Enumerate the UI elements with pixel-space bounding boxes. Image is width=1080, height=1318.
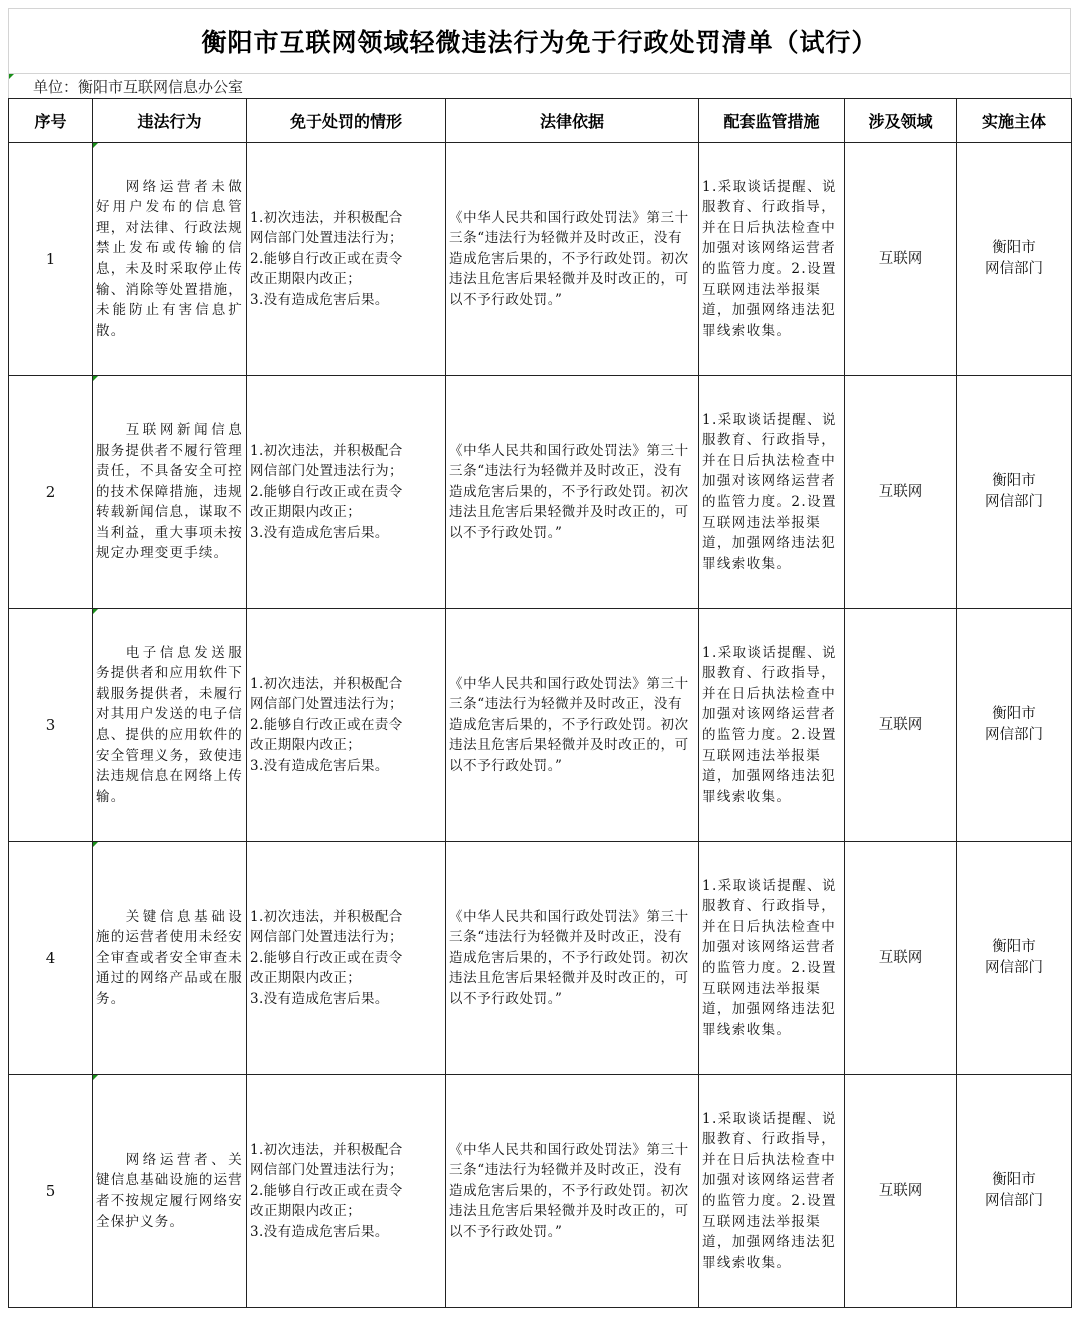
authority-line: 网信部门: [985, 494, 1043, 510]
header-authority: 实施主体: [957, 99, 1072, 143]
authority-cell: [957, 376, 1072, 609]
header-legal-basis: 法律依据: [446, 99, 699, 143]
circumstances-cell: [247, 609, 446, 842]
document-title: 衡阳市互联网领域轻微违法行为免于行政处罚清单（试行）: [201, 28, 878, 57]
table-row: [9, 609, 1072, 842]
authority-line: 衡阳市: [992, 1172, 1036, 1188]
authority-cell: [957, 143, 1072, 376]
circumstance-line: 2.能够自行改正或在责令: [250, 1182, 403, 1199]
authority-cell: [957, 609, 1072, 842]
row-number: 2: [9, 376, 93, 609]
measures-cell: [699, 842, 845, 1075]
header-circumstances: 免于处罚的情形: [247, 99, 446, 143]
circumstance-line: 2.能够自行改正或在责令: [250, 949, 403, 966]
circumstance-line: 3.没有造成危害后果。: [250, 990, 389, 1007]
row-number: 4: [9, 842, 93, 1075]
legal-basis-text: 《中华人民共和国行政处罚法》第三十三条“违法行为轻微并及时改正，没有造成危害后果的，不予行政处罚。初次违法且危害后果轻微并及时改正的，可以不予行政处罚。”: [449, 442, 689, 541]
circumstance-line: 3.没有造成危害后果。: [250, 524, 389, 541]
measures-cell: [699, 376, 845, 609]
domain-cell: 互联网: [845, 609, 957, 842]
violation-text: 关键信息基础设施的运营者使用未经安全审查或者安全审查未通过的网络产品或在服务。: [96, 908, 243, 1007]
circumstance-line: 3.没有造成危害后果。: [250, 1223, 389, 1240]
circumstance-line: 3.没有造成危害后果。: [250, 291, 389, 308]
table-row: [9, 143, 1072, 376]
authority-cell: [957, 1075, 1072, 1308]
circumstance-line: 网信部门处置违法行为；: [250, 463, 403, 480]
cell-marker: [93, 609, 98, 614]
circumstance-line: 网信部门处置违法行为；: [250, 929, 403, 946]
circumstances-cell: [247, 376, 446, 609]
cell-marker: [9, 74, 14, 79]
violation-text: 网络运营者、关键信息基础设施的运营者不按规定履行网络安全保护义务。: [96, 1151, 243, 1230]
circumstance-line: 1.初次违法，并积极配合: [250, 442, 403, 459]
cell-marker: [93, 842, 98, 847]
circumstance-line: 1.初次违法，并积极配合: [250, 1141, 403, 1158]
authority-line: 网信部门: [985, 1193, 1043, 1209]
measures-text: 1.采取谈话提醒、说服教育、行政指导，并在日后执法检查中加强对该网络运营者的监管力度。2.设置互联网违法举报渠道，加强网络违法犯罪线索收集。: [702, 644, 837, 805]
row-number: 5: [9, 1075, 93, 1308]
legal-basis-cell: [446, 143, 699, 376]
header-violation: 违法行为: [93, 99, 247, 143]
circumstance-line: 改正期限内改正；: [250, 271, 362, 288]
cell-marker: [93, 143, 98, 148]
legal-basis-cell: [446, 376, 699, 609]
penalty-exemption-table: [8, 98, 1072, 1308]
measures-text: 1.采取谈话提醒、说服教育、行政指导，并在日后执法检查中加强对该网络运营者的监管力度。2.设置互联网违法举报渠道，加强网络违法犯罪线索收集。: [702, 411, 837, 572]
legal-basis-cell: [446, 1075, 699, 1308]
circumstance-line: 网信部门处置违法行为；: [250, 1162, 403, 1179]
domain-cell: 互联网: [845, 143, 957, 376]
domain-cell: 互联网: [845, 1075, 957, 1308]
circumstances-cell: [247, 1075, 446, 1308]
circumstance-line: 1.初次违法，并积极配合: [250, 675, 403, 692]
authority-line: 网信部门: [985, 261, 1043, 277]
authority-line: 衡阳市: [992, 939, 1036, 955]
circumstance-line: 2.能够自行改正或在责令: [250, 483, 403, 500]
domain-cell: 互联网: [845, 842, 957, 1075]
authority-line: 衡阳市: [992, 473, 1036, 489]
measures-cell: [699, 1075, 845, 1308]
circumstances-cell: [247, 143, 446, 376]
unit-row: [8, 74, 1071, 98]
circumstance-line: 改正期限内改正；: [250, 970, 362, 987]
authority-line: 衡阳市: [992, 240, 1036, 256]
measures-text: 1.采取谈话提醒、说服教育、行政指导，并在日后执法检查中加强对该网络运营者的监管力度。2.设置互联网违法举报渠道，加强网络违法犯罪线索收集。: [702, 178, 837, 339]
title-box: [8, 8, 1071, 74]
legal-basis-cell: [446, 609, 699, 842]
circumstance-line: 2.能够自行改正或在责令: [250, 716, 403, 733]
circumstance-line: 改正期限内改正；: [250, 504, 362, 521]
legal-basis-text: 《中华人民共和国行政处罚法》第三十三条“违法行为轻微并及时改正，没有造成危害后果的，不予行政处罚。初次违法且危害后果轻微并及时改正的，可以不予行政处罚。”: [449, 209, 689, 308]
circumstance-line: 改正期限内改正；: [250, 1203, 362, 1220]
table-row: [9, 842, 1072, 1075]
header-number: 序号: [9, 99, 93, 143]
row-number: 3: [9, 609, 93, 842]
authority-line: 网信部门: [985, 727, 1043, 743]
circumstance-line: 1.初次违法，并积极配合: [250, 908, 403, 925]
violation-cell: [93, 609, 247, 842]
legal-basis-text: 《中华人民共和国行政处罚法》第三十三条“违法行为轻微并及时改正，没有造成危害后果的，不予行政处罚。初次违法且危害后果轻微并及时改正的，可以不予行政处罚。”: [449, 1141, 689, 1240]
cell-marker: [93, 376, 98, 381]
circumstance-line: 2.能够自行改正或在责令: [250, 250, 403, 267]
authority-line: 网信部门: [985, 960, 1043, 976]
violation-text: 网络运营者未做好用户发布的信息管理，对法律、行政法规禁止发布或传输的信息，未及时采取停止传输、消除等处置措施，未能防止有害信息扩散。: [96, 178, 243, 339]
measures-text: 1.采取谈话提醒、说服教育、行政指导，并在日后执法检查中加强对该网络运营者的监管力度。2.设置互联网违法举报渠道，加强网络违法犯罪线索收集。: [702, 1110, 837, 1271]
violation-cell: [93, 842, 247, 1075]
circumstance-line: 3.没有造成危害后果。: [250, 757, 389, 774]
circumstance-line: 网信部门处置违法行为；: [250, 696, 403, 713]
circumstance-line: 网信部门处置违法行为；: [250, 230, 403, 247]
header-measures: 配套监管措施: [699, 99, 845, 143]
header-domain: 涉及领域: [845, 99, 957, 143]
circumstance-line: 1.初次违法，并积极配合: [250, 209, 403, 226]
table-row: [9, 376, 1072, 609]
circumstance-line: 改正期限内改正；: [250, 737, 362, 754]
measures-cell: [699, 609, 845, 842]
domain-cell: 互联网: [845, 376, 957, 609]
header-row: [9, 99, 1072, 143]
measures-text: 1.采取谈话提醒、说服教育、行政指导，并在日后执法检查中加强对该网络运营者的监管力度。2.设置互联网违法举报渠道，加强网络违法犯罪线索收集。: [702, 877, 837, 1038]
measures-cell: [699, 143, 845, 376]
circumstances-cell: [247, 842, 446, 1075]
authority-line: 衡阳市: [992, 706, 1036, 722]
violation-cell: [93, 1075, 247, 1308]
violation-text: 电子信息发送服务提供者和应用软件下载服务提供者，未履行对其用户发送的电子信息、提供的应用软件的安全管理义务，致使违法违规信息在网络上传输。: [96, 644, 243, 805]
unit-label: 单位：衡阳市互联网信息办公室: [33, 78, 244, 96]
violation-cell: [93, 143, 247, 376]
legal-basis-cell: [446, 842, 699, 1075]
cell-marker: [93, 1075, 98, 1080]
authority-cell: [957, 842, 1072, 1075]
legal-basis-text: 《中华人民共和国行政处罚法》第三十三条“违法行为轻微并及时改正，没有造成危害后果的，不予行政处罚。初次违法且危害后果轻微并及时改正的，可以不予行政处罚。”: [449, 675, 689, 774]
legal-basis-text: 《中华人民共和国行政处罚法》第三十三条“违法行为轻微并及时改正，没有造成危害后果的，不予行政处罚。初次违法且危害后果轻微并及时改正的，可以不予行政处罚。”: [449, 908, 689, 1007]
row-number: 1: [9, 143, 93, 376]
table-row: [9, 1075, 1072, 1308]
violation-text: 互联网新闻信息服务提供者不履行管理责任，不具备安全可控的技术保障措施，违规转载新闻信息，谋取不当利益，重大事项未按规定办理变更手续。: [96, 421, 243, 562]
violation-cell: [93, 376, 247, 609]
